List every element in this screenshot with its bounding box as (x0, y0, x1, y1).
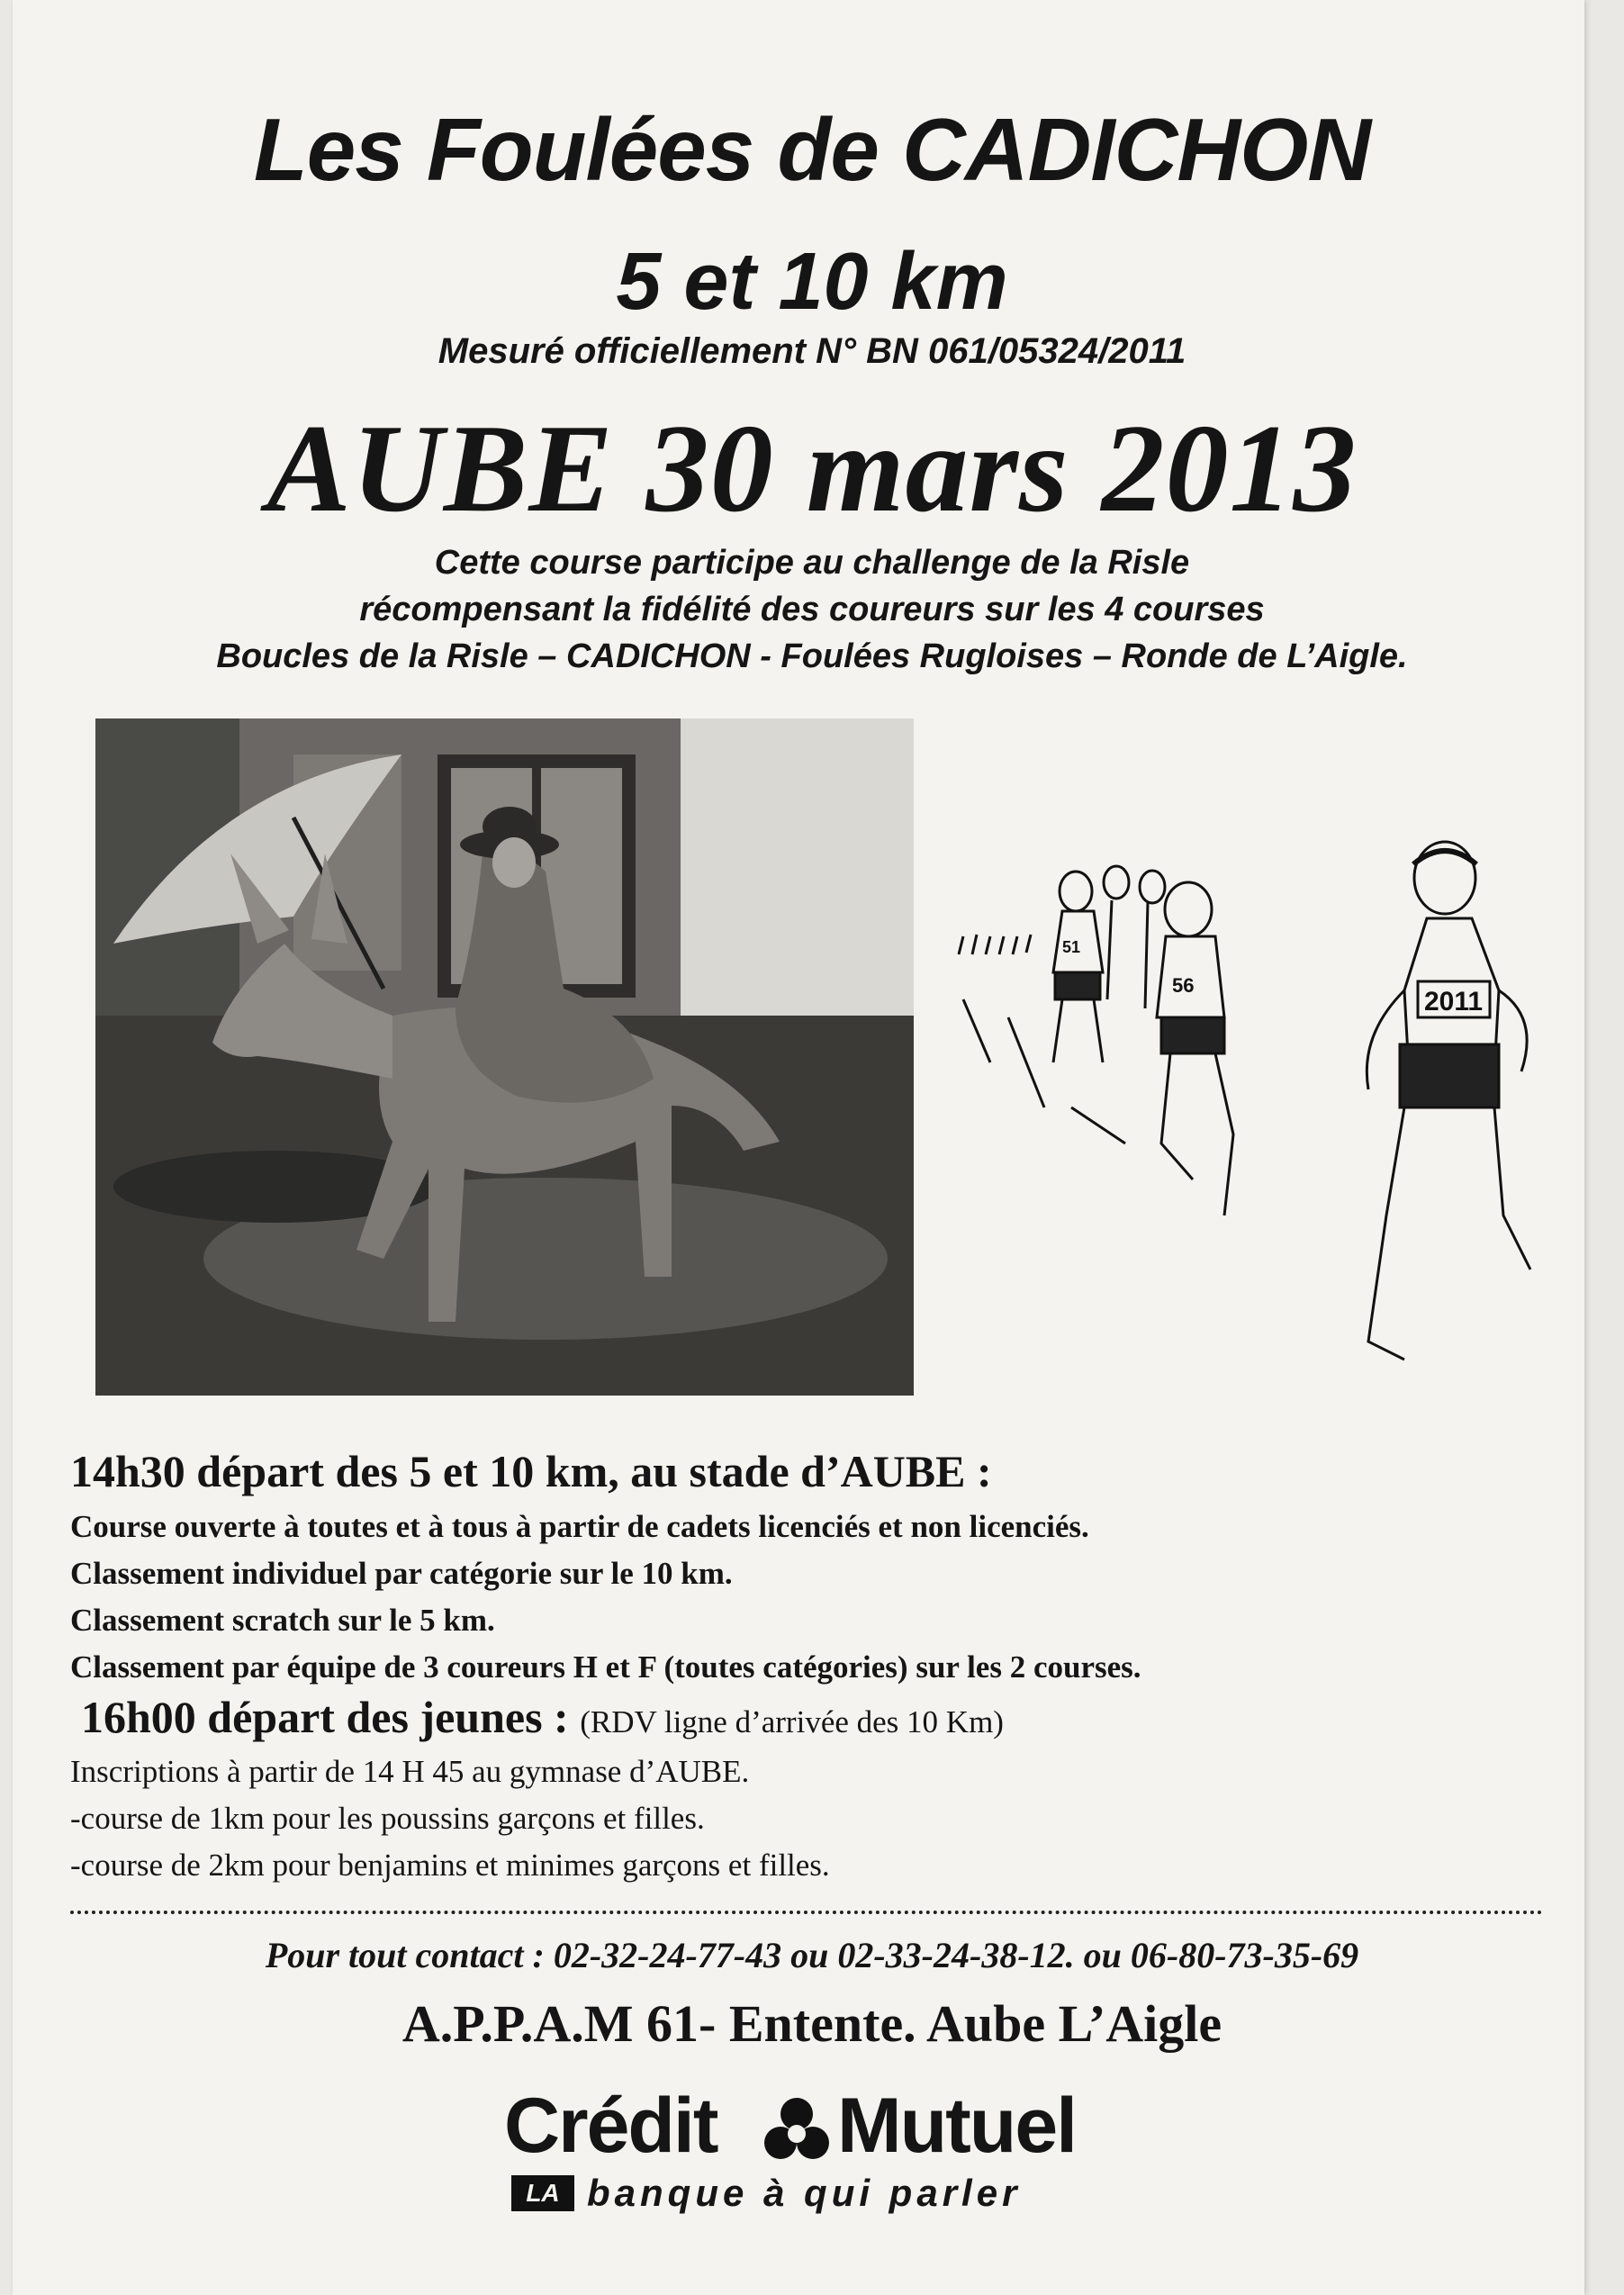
youth-line-2: -course de 1km pour les poussins garçons et filles. (70, 1801, 705, 1836)
youth-start-heading (81, 1691, 1004, 1743)
sponsor-word-2: Mutuel (837, 2083, 1077, 2169)
bib-back: 51 (1062, 938, 1081, 956)
contact-line: Pour tout contact : 02-32-24-77-43 ou 02-33-24-38-12. ou 06-80-73-35-69 (265, 1935, 1359, 1975)
schedule-line-2: Classement individuel par catégorie sur le 10 km. (70, 1556, 733, 1591)
measurement-certification: Mesuré officiellement N° BN 061/05324/2011 (438, 331, 1186, 371)
race-distance: 5 et 10 km (616, 237, 1008, 327)
youth-line-3: -course de 2km pour benjamins et minimes garçons et filles. (70, 1848, 830, 1883)
statue-donkey-photo (95, 718, 914, 1396)
schedule-line-4: Classement par équipe de 3 coureurs H et F (toutes catégories) sur les 2 courses. (70, 1649, 1141, 1685)
challenge-races-list: Boucles de la Risle – CADICHON - Foulées Rugloises – Ronde de L’Aigle. (216, 637, 1408, 675)
sponsor-word-1: Crédit (504, 2083, 717, 2169)
challenge-text-1: Cette course participe au challenge de la Risle (434, 544, 1190, 582)
sponsor-tagline: banque à qui parler (587, 2172, 1022, 2214)
challenge-text-2: récompensant la fidélité des coureurs sur les 4 courses (359, 591, 1265, 628)
sponsor-badge: LA (511, 2175, 574, 2211)
schedule-line-1: Course ouverte à toutes et à tous à partir de cadets licenciés et non licenciés. (70, 1509, 1089, 1544)
bib-front: 2011 (1424, 987, 1484, 1016)
organizer-name: A.P.P.A.M 61- Entente. Aube L’Aigle (401, 1994, 1223, 2053)
event-date: AUBE 30 mars 2013 (266, 399, 1358, 538)
runners-drawing (936, 837, 1557, 1396)
youth-rdv-note: (RDV ligne d’arrivée des 10 Km) (580, 1704, 1004, 1739)
sponsor-mark-icon (758, 2091, 835, 2168)
sponsor-logo (504, 2082, 1125, 2217)
youth-line-1: Inscriptions à partir de 14 H 45 au gymnase d’AUBE. (70, 1754, 750, 1789)
bib-middle: 56 (1172, 974, 1195, 997)
main-start-heading: 14h30 départ des 5 et 10 km, au stade d’AUBE : (70, 1446, 992, 1496)
schedule-line-3: Classement scratch sur le 5 km. (70, 1603, 495, 1638)
poster-title: Les Foulées de CADICHON (253, 100, 1371, 199)
youth-start-label: 16h00 départ des jeunes : (81, 1692, 581, 1742)
dotted-separator (70, 1911, 1543, 1914)
